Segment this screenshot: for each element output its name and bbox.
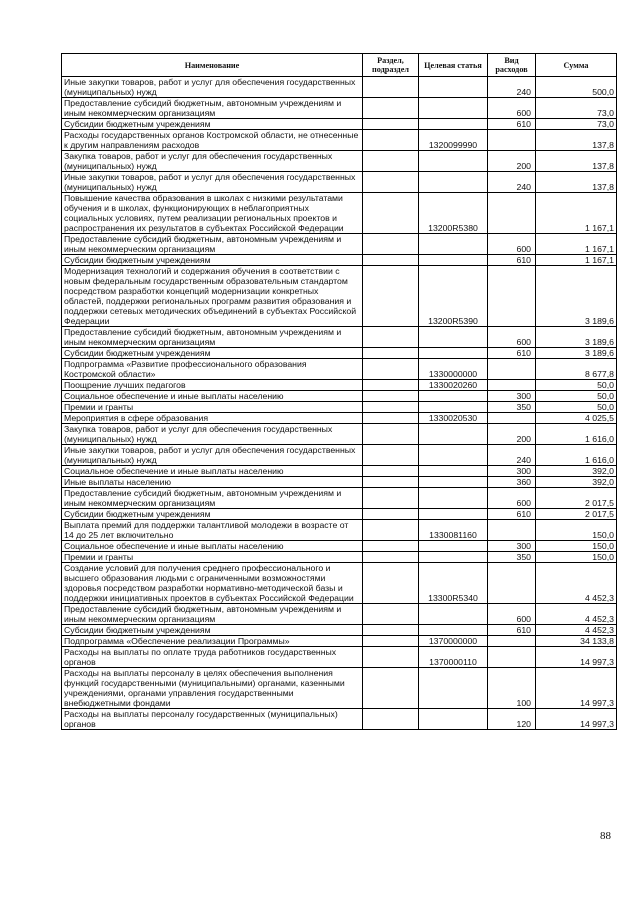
cell-target <box>419 424 488 445</box>
cell-kind: 200 <box>488 424 536 445</box>
cell-name: Иные закупки товаров, работ и услуг для обеспечения государственных (муниципальных) нужд <box>62 172 363 193</box>
table-row <box>62 359 617 380</box>
cell-name: Социальное обеспечение и иные выплаты населению <box>62 391 363 402</box>
cell-kind: 610 <box>488 255 536 266</box>
cell-target <box>419 445 488 466</box>
cell-sum: 14 997,3 <box>536 668 617 709</box>
cell-section <box>363 327 419 348</box>
cell-name: Расходы на выплаты персоналу государственных (муниципальных) органов <box>62 709 363 730</box>
cell-section <box>363 234 419 255</box>
header-sum: Сумма <box>536 54 617 77</box>
cell-section <box>363 98 419 119</box>
cell-kind: 610 <box>488 348 536 359</box>
table-row <box>62 563 617 604</box>
cell-target: 13200R5380 <box>419 193 488 234</box>
table-row <box>62 625 617 636</box>
cell-section <box>363 552 419 563</box>
cell-sum: 14 997,3 <box>536 647 617 668</box>
cell-target <box>419 391 488 402</box>
cell-kind: 300 <box>488 466 536 477</box>
budget-table <box>61 53 617 730</box>
cell-name: Предоставление субсидий бюджетным, автономным учреждениям и иным некоммерческим организациям <box>62 234 363 255</box>
cell-kind: 360 <box>488 477 536 488</box>
cell-name: Расходы на выплаты по оплате труда работников государственных органов <box>62 647 363 668</box>
cell-target: 1370000000 <box>419 636 488 647</box>
cell-sum: 50,0 <box>536 391 617 402</box>
header-kind: Вид расходов <box>488 54 536 77</box>
cell-target <box>419 709 488 730</box>
cell-kind: 600 <box>488 604 536 625</box>
cell-target <box>419 98 488 119</box>
cell-sum: 392,0 <box>536 477 617 488</box>
table-row <box>62 552 617 563</box>
cell-name: Социальное обеспечение и иные выплаты населению <box>62 541 363 552</box>
page-number: 88 <box>600 830 611 842</box>
cell-kind: 600 <box>488 327 536 348</box>
cell-section <box>363 391 419 402</box>
cell-kind: 610 <box>488 119 536 130</box>
cell-kind <box>488 359 536 380</box>
cell-section <box>363 625 419 636</box>
cell-kind <box>488 193 536 234</box>
cell-sum: 50,0 <box>536 380 617 391</box>
cell-target <box>419 119 488 130</box>
cell-section <box>363 193 419 234</box>
cell-target <box>419 327 488 348</box>
cell-section <box>363 413 419 424</box>
cell-section <box>363 509 419 520</box>
cell-kind <box>488 130 536 151</box>
cell-kind: 240 <box>488 445 536 466</box>
cell-sum: 500,0 <box>536 77 617 98</box>
table-row <box>62 130 617 151</box>
cell-name: Предоставление субсидий бюджетным, автономным учреждениям и иным некоммерческим организациям <box>62 488 363 509</box>
table-row <box>62 391 617 402</box>
cell-sum: 137,8 <box>536 130 617 151</box>
cell-sum: 2 017,5 <box>536 488 617 509</box>
cell-target <box>419 348 488 359</box>
cell-sum: 3 189,6 <box>536 348 617 359</box>
table-row <box>62 327 617 348</box>
cell-section <box>363 130 419 151</box>
cell-name: Предоставление субсидий бюджетным, автономным учреждениям и иным некоммерческим организациям <box>62 327 363 348</box>
cell-target <box>419 172 488 193</box>
table-row <box>62 348 617 359</box>
cell-kind: 100 <box>488 668 536 709</box>
cell-sum: 2 017,5 <box>536 509 617 520</box>
table-row <box>62 466 617 477</box>
cell-section <box>363 647 419 668</box>
cell-section <box>363 151 419 172</box>
cell-section <box>363 520 419 541</box>
cell-target: 1330020530 <box>419 413 488 424</box>
table-row <box>62 636 617 647</box>
cell-name: Закупка товаров, работ и услуг для обеспечения государственных (муниципальных) нужд <box>62 151 363 172</box>
cell-kind: 200 <box>488 151 536 172</box>
cell-name: Мероприятия в сфере образования <box>62 413 363 424</box>
table-row <box>62 520 617 541</box>
cell-section <box>363 359 419 380</box>
cell-kind: 300 <box>488 541 536 552</box>
cell-section <box>363 636 419 647</box>
cell-section <box>363 255 419 266</box>
cell-section <box>363 77 419 98</box>
cell-sum: 1 167,1 <box>536 193 617 234</box>
cell-sum: 4 025,5 <box>536 413 617 424</box>
cell-kind <box>488 413 536 424</box>
cell-sum: 3 189,6 <box>536 327 617 348</box>
cell-kind: 300 <box>488 391 536 402</box>
cell-sum: 1 167,1 <box>536 255 617 266</box>
cell-kind: 600 <box>488 488 536 509</box>
table-row <box>62 172 617 193</box>
cell-name: Расходы на выплаты персоналу в целях обеспечения выполнения функций государственными (муниципальными) органами, казенными учреждениями, органами управления государственными внебюджетными фондами <box>62 668 363 709</box>
table-row <box>62 193 617 234</box>
table-header-row <box>62 54 617 77</box>
cell-target <box>419 402 488 413</box>
cell-target <box>419 151 488 172</box>
cell-kind: 600 <box>488 98 536 119</box>
cell-target <box>419 477 488 488</box>
cell-kind: 120 <box>488 709 536 730</box>
cell-section <box>363 541 419 552</box>
cell-sum: 137,8 <box>536 151 617 172</box>
cell-section <box>363 466 419 477</box>
cell-sum: 1 616,0 <box>536 424 617 445</box>
cell-sum: 392,0 <box>536 466 617 477</box>
cell-name: Создание условий для получения среднего профессионального и высшего образования людьми с ограниченными возможностями здоровья посредством разработки нормативно-методической базы и поддержки инициативных проектов в субъектах Российской Федерации <box>62 563 363 604</box>
cell-name: Премии и гранты <box>62 402 363 413</box>
table-row <box>62 402 617 413</box>
cell-target <box>419 466 488 477</box>
cell-kind <box>488 647 536 668</box>
cell-sum: 73,0 <box>536 119 617 130</box>
cell-target <box>419 77 488 98</box>
cell-name: Выплата премий для поддержки талантливой молодежи в возрасте от 14 до 25 лет включительно <box>62 520 363 541</box>
cell-sum: 150,0 <box>536 541 617 552</box>
cell-kind: 350 <box>488 402 536 413</box>
cell-section <box>363 477 419 488</box>
cell-target: 1330020260 <box>419 380 488 391</box>
cell-section <box>363 348 419 359</box>
cell-sum: 4 452,3 <box>536 625 617 636</box>
table-row <box>62 266 617 327</box>
cell-target <box>419 541 488 552</box>
cell-sum: 1 167,1 <box>536 234 617 255</box>
cell-section <box>363 563 419 604</box>
cell-sum: 1 616,0 <box>536 445 617 466</box>
cell-name: Иные выплаты населению <box>62 477 363 488</box>
cell-name: Субсидии бюджетным учреждениям <box>62 509 363 520</box>
cell-target <box>419 488 488 509</box>
cell-kind <box>488 636 536 647</box>
cell-sum: 4 452,3 <box>536 563 617 604</box>
table-row <box>62 380 617 391</box>
cell-name: Предоставление субсидий бюджетным, автономным учреждениям и иным некоммерческим организациям <box>62 98 363 119</box>
cell-kind <box>488 563 536 604</box>
table-body <box>62 77 617 730</box>
cell-kind: 610 <box>488 509 536 520</box>
table-row <box>62 509 617 520</box>
cell-section <box>363 119 419 130</box>
cell-section <box>363 266 419 327</box>
cell-sum: 150,0 <box>536 552 617 563</box>
cell-section <box>363 488 419 509</box>
table-row <box>62 668 617 709</box>
cell-target: 13200R5390 <box>419 266 488 327</box>
table-row <box>62 541 617 552</box>
table-row <box>62 151 617 172</box>
cell-sum: 8 677,8 <box>536 359 617 380</box>
cell-name: Повышение качества образования в школах с низкими результатами обучения и в школах, функционирующих в неблагоприятных социальных условиях, путем реализации региональных проектов и распространения их результатов в субъектах Российской Федерации <box>62 193 363 234</box>
table-row <box>62 255 617 266</box>
cell-kind <box>488 520 536 541</box>
cell-kind: 350 <box>488 552 536 563</box>
cell-target: 13300R5340 <box>419 563 488 604</box>
cell-name: Поощрение лучших педагогов <box>62 380 363 391</box>
cell-name: Подпрограмма «Развитие профессионального образования Костромской области» <box>62 359 363 380</box>
cell-name: Социальное обеспечение и иные выплаты населению <box>62 466 363 477</box>
table-row <box>62 445 617 466</box>
cell-name: Закупка товаров, работ и услуг для обеспечения государственных (муниципальных) нужд <box>62 424 363 445</box>
cell-name: Субсидии бюджетным учреждениям <box>62 625 363 636</box>
cell-name: Подпрограмма «Обеспечение реализации Программы» <box>62 636 363 647</box>
table-row <box>62 647 617 668</box>
cell-sum: 3 189,6 <box>536 266 617 327</box>
table-row <box>62 77 617 98</box>
cell-kind: 600 <box>488 234 536 255</box>
cell-name: Премии и гранты <box>62 552 363 563</box>
table-row <box>62 119 617 130</box>
cell-target <box>419 255 488 266</box>
cell-sum: 73,0 <box>536 98 617 119</box>
cell-target: 1370000110 <box>419 647 488 668</box>
cell-section <box>363 445 419 466</box>
cell-sum: 150,0 <box>536 520 617 541</box>
cell-name: Субсидии бюджетным учреждениям <box>62 255 363 266</box>
table-row <box>62 98 617 119</box>
cell-name: Субсидии бюджетным учреждениям <box>62 119 363 130</box>
cell-name: Субсидии бюджетным учреждениям <box>62 348 363 359</box>
cell-sum: 34 133,8 <box>536 636 617 647</box>
cell-target <box>419 604 488 625</box>
cell-kind: 610 <box>488 625 536 636</box>
cell-kind: 240 <box>488 172 536 193</box>
cell-name: Модернизация технологий и содержания обучения в соответствии с новым федеральным государственным образовательным стандартом посредством разработки концепций модернизации конкретных областей, поддержки региональных программ развития образования и поддержки сетевых методических объединений в субъектах Российской Федерации <box>62 266 363 327</box>
cell-target: 1320099990 <box>419 130 488 151</box>
cell-kind: 240 <box>488 77 536 98</box>
header-target: Целевая статья <box>419 54 488 77</box>
cell-target <box>419 509 488 520</box>
cell-name: Предоставление субсидий бюджетным, автономным учреждениям и иным некоммерческим организациям <box>62 604 363 625</box>
header-name: Наименование <box>62 54 363 77</box>
cell-target <box>419 552 488 563</box>
cell-target <box>419 625 488 636</box>
header-section: Раздел, подраздел <box>363 54 419 77</box>
cell-sum: 137,8 <box>536 172 617 193</box>
table-row <box>62 234 617 255</box>
cell-section <box>363 172 419 193</box>
table-row <box>62 424 617 445</box>
table-row <box>62 488 617 509</box>
table-row <box>62 604 617 625</box>
cell-name: Иные закупки товаров, работ и услуг для обеспечения государственных (муниципальных) нужд <box>62 77 363 98</box>
cell-sum: 14 997,3 <box>536 709 617 730</box>
cell-target: 1330081160 <box>419 520 488 541</box>
cell-section <box>363 668 419 709</box>
cell-target <box>419 668 488 709</box>
table-row <box>62 709 617 730</box>
cell-kind <box>488 380 536 391</box>
cell-sum: 4 452,3 <box>536 604 617 625</box>
table-row <box>62 413 617 424</box>
cell-target: 1330000000 <box>419 359 488 380</box>
cell-section <box>363 402 419 413</box>
cell-name: Иные закупки товаров, работ и услуг для обеспечения государственных (муниципальных) нужд <box>62 445 363 466</box>
cell-section <box>363 380 419 391</box>
cell-name: Расходы государственных органов Костромской области, не отнесенные к другим направлениям расходов <box>62 130 363 151</box>
cell-kind <box>488 266 536 327</box>
cell-section <box>363 604 419 625</box>
table-row <box>62 477 617 488</box>
cell-sum: 50,0 <box>536 402 617 413</box>
cell-target <box>419 234 488 255</box>
cell-section <box>363 709 419 730</box>
cell-section <box>363 424 419 445</box>
